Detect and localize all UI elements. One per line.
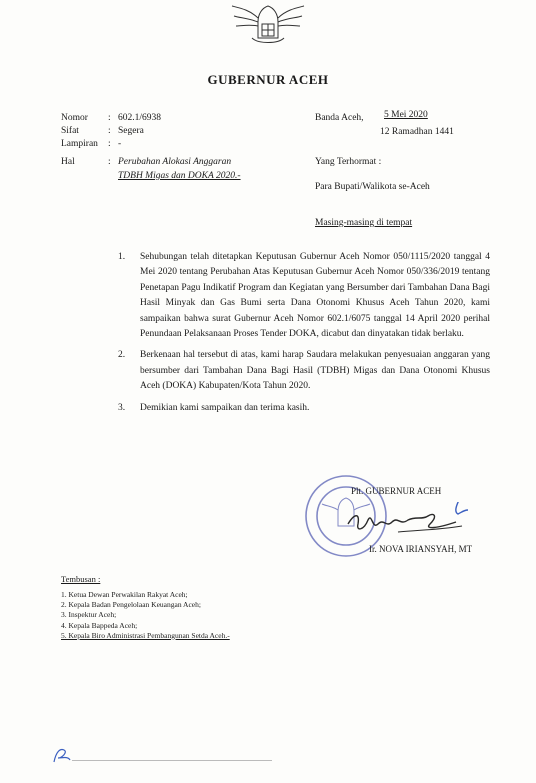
- hal-line-2: TDBH Migas dan DOKA 2020.-: [118, 171, 241, 181]
- handwritten-signature: [338, 502, 468, 542]
- recipient-location: Masing-masing di tempat: [315, 218, 413, 228]
- body-item: [118, 348, 490, 394]
- garuda-crest-icon: [228, 0, 308, 44]
- nomor-value: 602.1/6938: [118, 113, 162, 123]
- hal-line-1: Perubahan Alokasi Anggaran: [118, 157, 232, 167]
- list-item: 2. Kepala Badan Pengelolaan Keuangan Aceh;: [61, 600, 201, 610]
- date-masehi: 5 Mei 2020: [384, 110, 428, 120]
- nomor-label: Nomor: [61, 113, 88, 123]
- item-number: 2.: [118, 350, 126, 361]
- recipient-name: Para Bupati/Walikota se-Aceh: [315, 182, 430, 192]
- item-number: 1.: [118, 252, 126, 262]
- letterhead-title: GUBERNUR ACEH: [207, 72, 329, 87]
- separator: :: [108, 139, 111, 149]
- item-text: Demikian kami sampaikan dan terima kasih.: [140, 402, 310, 413]
- footer-rule: [72, 760, 272, 761]
- list-item: 4. Kepala Bappeda Aceh;: [61, 620, 138, 630]
- item-number: 3.: [118, 402, 126, 413]
- tembusan-list: [61, 590, 230, 641]
- list-item: 3. Inspektur Aceh;: [61, 610, 117, 620]
- list-item: 5. Kepala Biro Administrasi Pembangunan Setda Aceh.-: [61, 630, 230, 640]
- list-item: 1. Ketua Dewan Perwakilan Rakyat Aceh;: [61, 590, 188, 599]
- salutation: Yang Terhormat :: [315, 157, 382, 167]
- tembusan-label: Tembusan :: [61, 574, 101, 584]
- body-item: [118, 250, 490, 342]
- letter-body: [118, 250, 490, 420]
- sifat-value: Segera: [118, 126, 144, 136]
- signatory-position: Plt. GUBERNUR ACEH: [351, 486, 442, 496]
- sifat-label: Sifat: [61, 126, 79, 136]
- separator: :: [108, 157, 111, 167]
- item-text: Berkenaan hal tersebut di atas, kami harap Saudara melakukan penyesuaian anggaran yang bersumber dari Tambahan Dana Bagi Hasil (TDBH) Migas dan Dana Otonomi Khusus Aceh (DOKA) Kabupaten/Kota Tahun 2020.: [140, 350, 490, 392]
- place: Banda Aceh,: [315, 113, 364, 123]
- item-text: Sehubungan telah ditetapkan Keputusan Gubernur Aceh Nomor 050/1115/2020 tanggal 4 Mei 2020 tentang Perubahan Atas Keputusan Gubernur Aceh Nomor 050/336/2019 tentang Penetapan Pagu Indikatif Program dan Kegiatan yang Bersumber dari Tambahan Dana Bagi Hasil Minyak dan Gas Bumi serta Dana Otonomi Khusus Aceh Tahun 2020, kami sampaikan bahwa surat Gubernur Aceh Nomor 602.1/6075 tanggal 14 April 2020 perihal Penundaan Pelaksanaan Proses Tender DOKA, dicabut dan dinyatakan tidak berlaku.: [140, 252, 490, 340]
- body-item: [118, 401, 490, 416]
- date-hijri: 12 Ramadhan 1441: [380, 127, 454, 137]
- separator: :: [108, 113, 111, 123]
- initial-mark-icon: [52, 746, 72, 764]
- separator: :: [108, 126, 111, 136]
- letter-meta: [0, 112, 300, 181]
- lampiran-value: -: [118, 139, 122, 149]
- hal-label: Hal: [61, 157, 75, 167]
- lampiran-label: Lampiran: [61, 139, 98, 149]
- signatory-name: Ir. NOVA IRIANSYAH, MT: [369, 544, 473, 554]
